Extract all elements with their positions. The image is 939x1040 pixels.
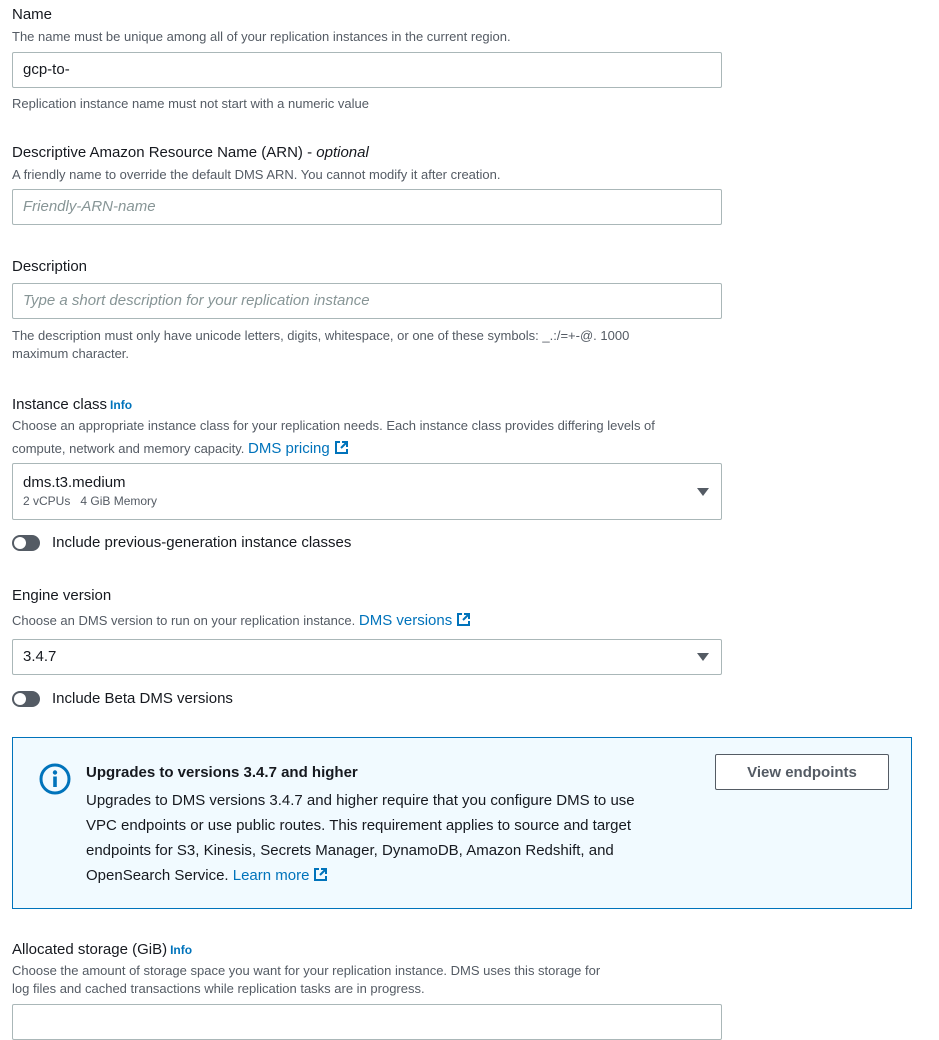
instance-class-specs bbox=[23, 494, 711, 508]
engine-version-label: Engine version bbox=[12, 587, 112, 604]
instance-class-label bbox=[12, 395, 132, 415]
instance-class-description-line2 bbox=[12, 440, 349, 458]
arn-description: A friendly name to override the default DMS ARN. You cannot modify it after creation. bbox=[12, 167, 501, 182]
beta-versions-toggle[interactable] bbox=[12, 691, 40, 707]
toggle-knob bbox=[14, 693, 26, 705]
allocated-storage-label-text: Allocated storage (GiB) bbox=[12, 941, 168, 958]
allocated-storage-description-line2: log files and cached transactions while replication tasks are in progress. bbox=[12, 981, 425, 996]
instance-class-label-text: Instance class bbox=[12, 396, 108, 413]
description-label: Description bbox=[12, 258, 88, 275]
learn-more-link-text[interactable]: Learn more bbox=[232, 867, 310, 884]
alert-body bbox=[86, 788, 656, 888]
external-link-icon bbox=[313, 867, 328, 882]
beta-versions-toggle-label: Include Beta DMS versions bbox=[52, 690, 233, 707]
dms-versions-link[interactable] bbox=[359, 612, 471, 629]
info-icon bbox=[38, 762, 72, 796]
chevron-down-icon bbox=[697, 653, 709, 661]
view-endpoints-button[interactable]: View endpoints bbox=[715, 754, 889, 790]
dms-pricing-link-text[interactable]: DMS pricing bbox=[248, 440, 330, 457]
previous-generation-toggle-row[interactable] bbox=[12, 534, 351, 551]
instance-class-selected: dms.t3.medium bbox=[23, 474, 126, 491]
description-hint-line1: The description must only have unicode letters, digits, whitespace, or one of these symbols: _.:/=+-@. 1000 bbox=[12, 328, 630, 343]
toggle-knob bbox=[14, 537, 26, 549]
name-hint: Replication instance name must not start with a numeric value bbox=[12, 96, 369, 111]
upgrade-info-alert bbox=[12, 737, 912, 909]
engine-version-description-text: Choose an DMS version to run on your replication instance. bbox=[12, 613, 356, 628]
alert-body-text: Upgrades to DMS versions 3.4.7 and higher require that you configure DMS to use VPC endpoints or use public routes. This requirement applies to source and target endpoints for S3, Kinesis, Secrets Manager, DynamoDB, Amazon Redshift, and OpenSearch Service. bbox=[86, 792, 635, 884]
beta-versions-toggle-row[interactable] bbox=[12, 690, 233, 707]
dms-versions-link-text[interactable]: DMS versions bbox=[358, 612, 453, 629]
external-link-icon bbox=[334, 440, 349, 455]
allocated-storage-input[interactable] bbox=[12, 1004, 722, 1040]
name-label: Name bbox=[12, 6, 53, 23]
allocated-storage-label bbox=[12, 940, 192, 960]
previous-generation-toggle-label: Include previous-generation instance classes bbox=[52, 534, 352, 551]
arn-input[interactable]: Friendly-ARN-name bbox=[12, 189, 722, 225]
alert-title: Upgrades to versions 3.4.7 and higher bbox=[86, 764, 358, 781]
instance-class-memory: 4 GiB Memory bbox=[80, 494, 158, 508]
instance-class-description-text: compute, network and memory capacity. bbox=[12, 441, 245, 456]
arn-label bbox=[12, 143, 369, 163]
arn-label-text: Descriptive Amazon Resource Name (ARN) - bbox=[12, 144, 317, 161]
engine-version-select[interactable] bbox=[12, 639, 722, 675]
instance-class-select[interactable] bbox=[12, 463, 722, 520]
name-input[interactable]: gcp-to- bbox=[12, 52, 722, 88]
instance-class-description-line1: Choose an appropriate instance class for your replication needs. Each instance class provides differing levels of bbox=[12, 418, 655, 433]
dms-pricing-link[interactable] bbox=[248, 440, 349, 457]
engine-version-description bbox=[12, 612, 471, 630]
instance-class-vcpus: 2 vCPUs bbox=[23, 494, 71, 508]
allocated-storage-info-link[interactable]: Info bbox=[170, 943, 193, 957]
previous-generation-toggle[interactable] bbox=[12, 535, 40, 551]
name-description: The name must be unique among all of your replication instances in the current region. bbox=[12, 29, 511, 44]
description-hint-line2: maximum character. bbox=[12, 346, 130, 361]
instance-class-info-link[interactable]: Info bbox=[110, 398, 133, 412]
allocated-storage-description-line1: Choose the amount of storage space you want for your replication instance. DMS uses this storage for bbox=[12, 963, 601, 978]
chevron-down-icon bbox=[697, 488, 709, 496]
learn-more-link[interactable] bbox=[233, 867, 329, 884]
engine-version-selected: 3.4.7 bbox=[23, 648, 57, 665]
description-input[interactable]: Type a short description for your replication instance bbox=[12, 283, 722, 319]
arn-optional: optional bbox=[316, 144, 369, 161]
external-link-icon bbox=[456, 612, 471, 627]
